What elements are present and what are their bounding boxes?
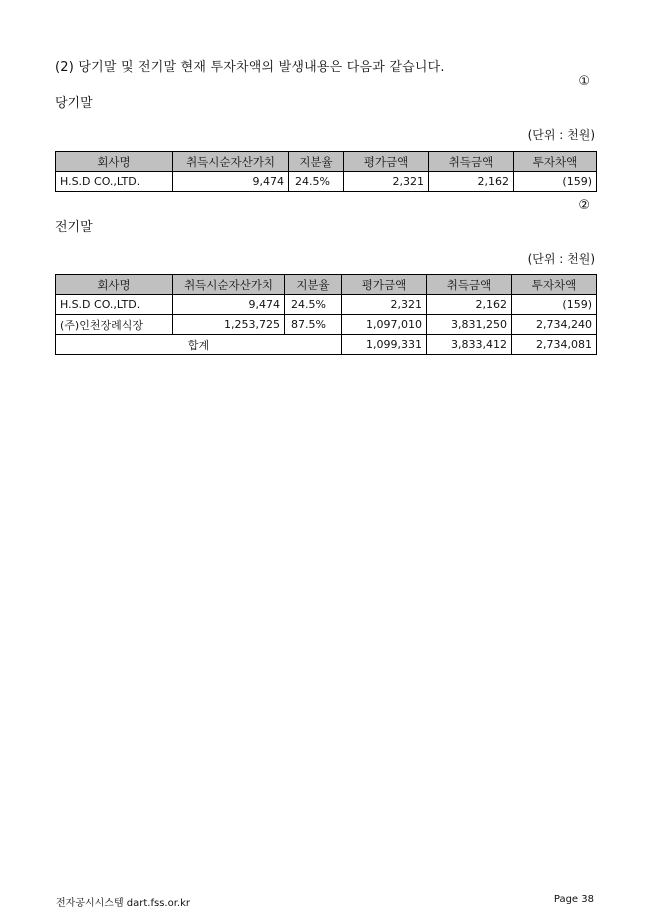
cell-ownership: 24.5%: [285, 295, 342, 315]
cell-difference: (159): [514, 172, 597, 192]
current-period-table: [55, 151, 597, 192]
header-valuation: 평가금액: [342, 275, 427, 295]
cell-valuation: 2,321: [344, 172, 429, 192]
total-label: 합계: [56, 335, 342, 355]
header-acquisition: 취득금액: [429, 152, 514, 172]
cell-acquisition: 3,831,250: [427, 315, 512, 335]
table-header-row: [56, 152, 597, 172]
cell-net-asset-value: 9,474: [173, 295, 285, 315]
cell-valuation: 2,321: [342, 295, 427, 315]
cell-ownership: 24.5%: [289, 172, 344, 192]
total-difference: 2,734,081: [512, 335, 597, 355]
header-valuation: 평가금액: [344, 152, 429, 172]
header-ownership: 지분율: [285, 275, 342, 295]
table-row: [56, 315, 597, 335]
prior-period-table: [55, 274, 597, 355]
footer-page-number: Page 38: [553, 894, 594, 905]
cell-acquisition: 2,162: [427, 295, 512, 315]
header-company: 회사명: [56, 275, 173, 295]
table-row: [56, 172, 597, 192]
total-valuation: 1,099,331: [342, 335, 427, 355]
cell-net-asset-value: 1,253,725: [173, 315, 285, 335]
current-unit-label: (단위 : 천원): [527, 128, 595, 142]
current-period-marker: ①: [578, 74, 590, 89]
cell-company: H.S.D CO.,LTD.: [56, 172, 173, 192]
footer-source: 전자공시시스템 dart.fss.or.kr: [56, 898, 190, 909]
cell-difference: (159): [512, 295, 597, 315]
cell-acquisition: 2,162: [429, 172, 514, 192]
cell-valuation: 1,097,010: [342, 315, 427, 335]
header-company: 회사명: [56, 152, 173, 172]
header-acquisition: 취득금액: [427, 275, 512, 295]
cell-company: (주)인천장례식장: [56, 315, 173, 335]
table-row: [56, 295, 597, 315]
header-ownership: 지분율: [289, 152, 344, 172]
intro-text: (2) 당기말 및 전기말 현재 투자차액의 발생내용은 다음과 같습니다.: [55, 60, 445, 75]
cell-company: H.S.D CO.,LTD.: [56, 295, 173, 315]
header-difference: 투자차액: [514, 152, 597, 172]
prior-period-marker: ②: [578, 198, 590, 213]
header-net-asset-value: 취득시순자산가치: [173, 152, 289, 172]
cell-net-asset-value: 9,474: [173, 172, 289, 192]
table-header-row: [56, 275, 597, 295]
cell-difference: 2,734,240: [512, 315, 597, 335]
prior-unit-label: (단위 : 천원): [527, 252, 595, 266]
table-total-row: [56, 335, 597, 355]
header-difference: 투자차액: [512, 275, 597, 295]
header-net-asset-value: 취득시순자산가치: [173, 275, 285, 295]
prior-period-title: 전기말: [55, 220, 93, 235]
current-period-title: 당기말: [55, 96, 93, 111]
total-acquisition: 3,833,412: [427, 335, 512, 355]
cell-ownership: 87.5%: [285, 315, 342, 335]
